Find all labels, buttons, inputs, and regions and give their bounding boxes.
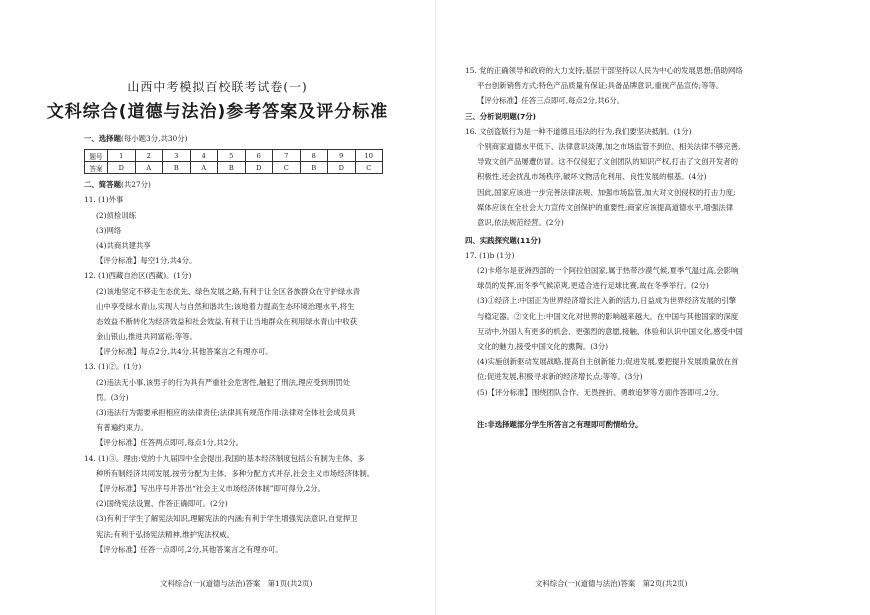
table-cell: 7 bbox=[273, 150, 301, 162]
text-line: 【评分标准】任答一点即可,2分,其他答案言之有理亦可。 bbox=[96, 545, 283, 554]
section-heading-short-answer bbox=[84, 180, 151, 189]
section-heading-choice bbox=[84, 134, 188, 143]
text-line: 16. 文创盗版行为是一种不道德且违法的行为,我们要坚决抵制。(1分) bbox=[465, 127, 692, 136]
table-cell: 6 bbox=[245, 150, 273, 162]
text-line: 位;促进发展,积极寻求新的经济增长点;等等。(3分) bbox=[477, 372, 643, 381]
text-line: (3)①经济上:中国正为世界经济增长注入新的活力,日益成为世界经济发展的引擎 bbox=[477, 296, 737, 305]
answer-table bbox=[84, 149, 383, 174]
text-line: 互动中,外国人有更多的机会、更强烈的意愿,接触、体验和认识中国文化,感受中国 bbox=[477, 327, 743, 336]
page-footer-2: 文科综合(一)(道德与法治)答案 第2页(共2页) bbox=[535, 579, 688, 588]
table-row-label: 题号 bbox=[85, 150, 108, 162]
text-line: 15. 党的正确领导和政府的大力支持;基层干部坚持以人民为中心的发展思想;借助网络 bbox=[465, 66, 743, 75]
text-line: 11. (1)外事 bbox=[84, 195, 124, 204]
text-line: (4)共商共建共享 bbox=[96, 241, 151, 250]
text-line: 与稳定器。②文化上:中国文化对世界的影响越来越大。在中国与其他国家的深度 bbox=[477, 312, 739, 321]
text-line: 媒体应该在全社会大力宣传文创保护的重要性;商家应该提高道德水平,增强法律 bbox=[477, 203, 734, 212]
table-cell: 4 bbox=[190, 150, 218, 162]
table-cell: 10 bbox=[355, 150, 383, 162]
text-line: 宪法;有利于弘扬宪法精神,维护宪法权威。 bbox=[96, 530, 234, 539]
text-line: 积极性,还会扰乱市场秩序,破坏文物活化利用、良性发展的根基。(4分) bbox=[477, 172, 707, 181]
text-line: 个别商家道德水平低下、法律意识淡薄,加之市场监管不到位、相关法律不够完善, bbox=[477, 142, 741, 151]
text-line: 态效益不断转化为经济效益和社会效益,有利于让当地群众在利用绿水青山中收获 bbox=[96, 317, 358, 326]
text-line: (2)侦检训练 bbox=[96, 211, 137, 220]
page-footer-1: 文科综合(一)(道德与法治)答案 第1页(共2页) bbox=[160, 579, 313, 588]
main-title: 文科综合(道德与法治)参考答案及评分标准 bbox=[46, 102, 389, 122]
text-line: 【评分标准】写出序号并答出“社会主义市场经济体制”即可得分,2分。 bbox=[96, 484, 325, 493]
table-cell: A bbox=[135, 162, 163, 174]
section-heading-choice-label: 一、选择题 bbox=[84, 134, 121, 143]
grading-note: 注:非选择题部分学生所答言之有理即可酌情给分。 bbox=[477, 420, 643, 429]
exam-title: 山西中考模拟百校联考试卷(一) bbox=[127, 80, 308, 94]
text-line: 文化的魅力,接受中国文化的熏陶。(3分) bbox=[477, 342, 609, 351]
text-line: 有普遍约束力。 bbox=[96, 423, 148, 432]
table-cell: B bbox=[218, 162, 246, 174]
table-cell: 9 bbox=[328, 150, 356, 162]
text-line: (2)国绕宪法设置、作答正确即可。(2分) bbox=[96, 499, 228, 508]
text-line: 14. (1)③。理由:党的十九届四中全会提出,我国的基本经济制度包括公有制为主体、多 bbox=[84, 454, 365, 463]
text-line: (2)该地坚定不移走生态优先、绿色发展之路,有利于让全区各族群众在守护绿水青 bbox=[96, 287, 361, 296]
table-cell: D bbox=[328, 162, 356, 174]
table-cell: 1 bbox=[108, 150, 136, 162]
text-line: 【评分标准】每空1分,共4分。 bbox=[96, 256, 197, 265]
table-cell: A bbox=[190, 162, 218, 174]
text-line: 因此,国家应该进一步完善法律法规、加强市场监管,加大对文创侵权的打击力度; bbox=[477, 188, 736, 197]
table-row-label: 答案 bbox=[85, 162, 108, 174]
table-cell: C bbox=[273, 162, 301, 174]
text-line: 【评分标准】任答三点即可,每点2分,共6分。 bbox=[477, 96, 625, 105]
section-heading-practice: 四、实践探究题(11分) bbox=[465, 236, 542, 245]
section-heading-choice-note: (每小题3分,共30分) bbox=[120, 134, 188, 143]
text-line: (4)实施创新驱动发展战略,提高自主创新能力;促进发展,要把提升发展质量放在首 bbox=[477, 357, 739, 366]
table-cell: B bbox=[300, 162, 328, 174]
text-line: 12. (1)西藏自治区(西藏)。(1分) bbox=[84, 271, 192, 280]
table-cell: D bbox=[245, 162, 273, 174]
text-line: (3)网络 bbox=[96, 226, 122, 235]
text-line: (2)卡塔尔是亚洲西部的一个阿拉伯国家,属于热带沙漠气候,夏季气温过高,会影响 bbox=[477, 266, 739, 275]
table-cell: B bbox=[163, 162, 191, 174]
table-cell: 3 bbox=[163, 150, 191, 162]
table-cell: D bbox=[108, 162, 136, 174]
table-cell: 5 bbox=[218, 150, 246, 162]
table-cell: 2 bbox=[135, 150, 163, 162]
section-heading-short-answer-label: 二、简答题 bbox=[84, 180, 121, 189]
text-line: 13. (1)②。(1分) bbox=[84, 362, 142, 371]
answer-table-number-row bbox=[85, 150, 383, 162]
text-line: 罚。(3分) bbox=[96, 393, 129, 402]
section-heading-short-answer-note: (共27分) bbox=[120, 180, 151, 189]
text-line: (3)有利于学生了解宪法知识,理解宪法的内涵;有利于学生增强宪法意识,自觉捍卫 bbox=[96, 514, 358, 523]
answer-sheet-page-2 bbox=[435, 0, 870, 615]
text-line: 球员的发挥,而冬季气候凉爽,更适合进行足球比赛,故在冬季举行。(2分) bbox=[477, 281, 709, 290]
text-line: 意识,依法规范经营。(2分) bbox=[477, 218, 564, 227]
section-heading-analysis: 三、分析说明题(7分) bbox=[465, 112, 537, 121]
text-line: 【评分标准】每点2分,共4分,其他答案言之有理亦可。 bbox=[96, 347, 273, 356]
table-cell: 8 bbox=[300, 150, 328, 162]
text-line: 【评分标准】任答两点即可,每点1分,共2分。 bbox=[96, 438, 244, 447]
text-line: (5)【评分标准】围绕团队合作、无畏挫折、勇敢追梦等方面作答即可,2分。 bbox=[477, 388, 724, 397]
text-line: 金山银山,推进共同富裕;等等。 bbox=[96, 332, 197, 341]
text-line: 山中享受绿水青山,实现人与自然和谐共生;该地着力提高生态环境治理水平,将生 bbox=[96, 302, 355, 311]
answer-table-answer-row bbox=[85, 162, 383, 174]
text-line: 平台创新销售方式;特色产品质量有保证;具备品牌意识,重视产品宣传;等等。 bbox=[477, 81, 724, 90]
text-line: 17. (1)b (1分) bbox=[465, 251, 515, 260]
table-cell: C bbox=[355, 162, 383, 174]
text-line: (2)违法无小事,该男子的行为具有严重社会危害性,触犯了刑法,理应受到刑罚处 bbox=[96, 378, 351, 387]
text-line: (3)违法行为需要承担相应的法律责任;法律具有规范作用:法律对全体社会成员具 bbox=[96, 408, 356, 417]
text-line: 导致文创产品屡遭仿冒。这不仅侵犯了文创团队的知识产权,打击了文创开发者的 bbox=[477, 157, 739, 166]
text-line: 种所有制经济共同发展,按劳分配为主体、多种分配方式并存,社会主义市场经济体制。 bbox=[96, 469, 375, 478]
